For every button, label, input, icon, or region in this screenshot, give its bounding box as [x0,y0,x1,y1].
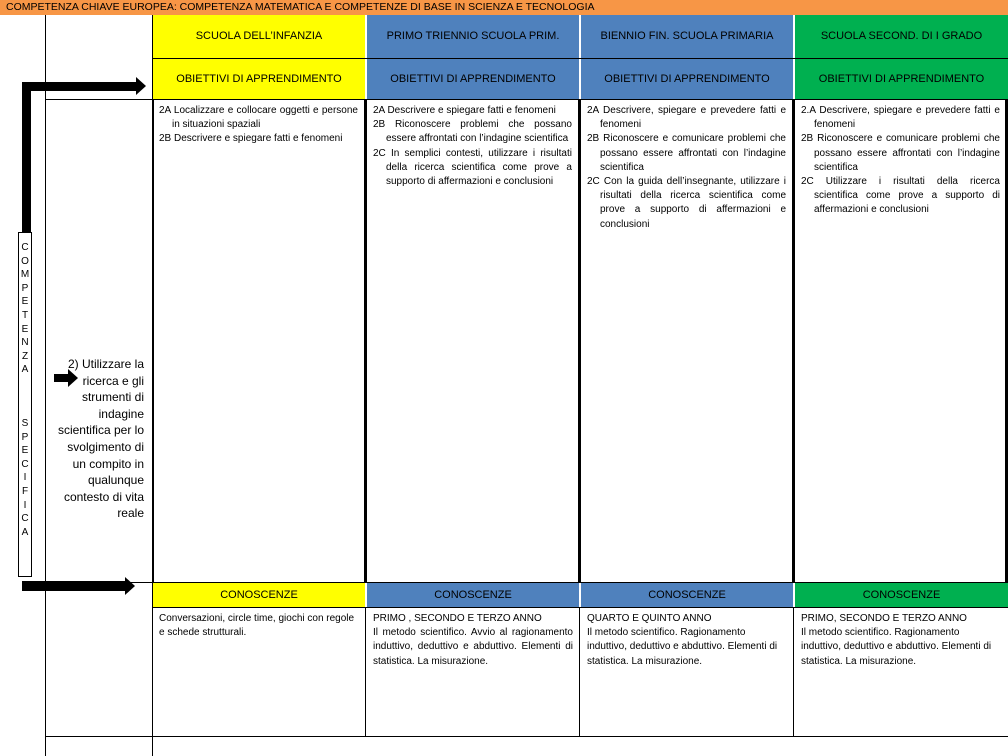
vertical-letter: Z [21,350,29,362]
col1-knowledge [159,612,359,732]
vertical-letter: N [21,337,29,349]
objective-item: 2B Descrivere e spiegare fatti e fenomeni [159,133,343,145]
col1-knowledge-header: CONOSCENZE [153,583,365,607]
vertical-letter: I [23,499,27,511]
objective-item: 2.A Descrivere, spiegare e prevedere fatti e fenomeni [801,105,1000,131]
knowledge-title: PRIMO , SECONDO E TERZO ANNO [373,613,542,624]
col1-objectives-header: OBIETTIVI DI APPRENDIMENTO [153,59,365,99]
arrow-head-icon [136,77,146,95]
vertical-letter: C [21,242,29,253]
col3-knowledge [587,612,787,732]
knowledge-text: Conversazioni, circle time, giochi con regole e schede strutturali. [159,613,355,639]
knowledge-text: Il metodo scientifico. Ragionamento induttivo, deduttivo e abduttivo. Elementi di statistica. La misurazione. [801,627,992,667]
knowledge-text: Il metodo scientifico. Avvio al ragionamento induttivo, deduttivo e abduttivo. Elementi di statistica. La misurazione. [373,627,573,667]
grid-line-kn2 [579,607,580,736]
objective-item: 2A Descrivere e spiegare fatti e fenomeni [373,105,556,116]
vertical-letter: P [21,282,29,294]
vertical-letter: A [21,364,29,376]
vertical-letter: C [21,458,29,470]
objective-item: 2B Riconoscere e comunicare problemi che possano essere affrontati con l’indagine scientifica [801,133,1000,173]
objective-item: 2A Localizzare e collocare oggetti e persone in situazioni spaziali [159,105,358,131]
col3-right-border [792,100,795,582]
grid-line-h5 [45,736,1008,737]
vertical-letter: T [21,309,29,321]
objective-item: 2A Descrivere, spiegare e prevedere fatti e fenomeni [587,105,786,131]
col1-left-border [152,100,154,582]
col2-title: PRIMO TRIENNIO SCUOLA PRIM. [367,15,579,58]
vertical-letter: S [21,417,29,429]
objective-item: 2C Con la guida dell’insegnante, utilizzare i risultati della ricerca scientifica come prove a supporto di affermazioni e conclusioni [587,176,786,230]
objective-item: 2C In semplici contesti, utilizzare i risultati della ricerca scientifica come prove a supporto di affermazioni e conclusioni [373,147,572,188]
vertical-letter: F [21,485,29,497]
grid-line-left [45,15,46,756]
col2-objectives [373,104,572,244]
grid-line-h4 [152,607,1008,608]
arrow-head-icon [125,577,135,595]
col1-right-border [364,100,367,582]
objective-item: 2C Utilizzare i risultati della ricerca scientifica come prove a supporto di affermazioni e conclusioni [801,176,1000,216]
col1-objectives [159,104,358,244]
col4-title: SCUOLA SECOND. DI I GRADO [795,15,1008,58]
col2-objectives-header: OBIETTIVI DI APPRENDIMENTO [367,59,579,99]
knowledge-title: PRIMO, SECONDO E TERZO ANNO [801,613,967,624]
vertical-letter: E [21,445,29,457]
knowledge-title: QUARTO E QUINTO ANNO [587,613,712,624]
col1-title: SCUOLA DELL’INFANZIA [153,15,365,58]
vertical-letter: C [21,513,29,525]
competence-label: 2) Utilizzare la ricerca e gli strumenti di indagine scientifica per lo svolgimento di un compito in qualunque contesto di vita reale [57,357,144,521]
col2-knowledge-header: CONOSCENZE [367,583,579,607]
connector-bottom-bar [22,581,125,591]
vertical-label-competenza-specifica [18,232,32,577]
col4-objectives-header: OBIETTIVI DI APPRENDIMENTO [795,59,1008,99]
grid-line-kn3 [793,607,794,736]
vertical-letter: A [21,526,29,538]
vertical-letter: O [21,255,29,267]
vertical-letter: E [21,323,29,335]
col3-objectives-header: OBIETTIVI DI APPRENDIMENTO [581,59,793,99]
col3-title: BIENNIO FIN. SCUOLA PRIMARIA [581,15,793,58]
grid-line-kn1 [365,607,366,736]
vertical-letter: E [21,296,29,308]
col4-knowledge [801,612,1001,732]
col3-objectives [587,104,786,244]
col3-knowledge-header: CONOSCENZE [581,583,793,607]
vertical-letter: M [20,269,30,281]
knowledge-text: Il metodo scientifico. Ragionamento induttivo, deduttivo e abduttivo. Elementi di statistica. La misurazione. [587,627,778,667]
objective-item: 2B Riconoscere problemi che possano essere affrontati con l’indagine scientifica [373,119,572,145]
vertical-letter: I [23,472,27,484]
objective-item: 2B Riconoscere e comunicare problemi che possano essere affrontati con l’indagine scientifica [587,133,786,173]
col4-objectives [801,104,1000,244]
page-title-banner: COMPETENZA CHIAVE EUROPEA: COMPETENZA MATEMATICA E COMPETENZE DI BASE IN SCIENZA E TECNOLOGIA [0,0,1008,15]
col2-knowledge [373,612,573,732]
col2-right-border [578,100,581,582]
col4-knowledge-header: CONOSCENZE [795,583,1008,607]
grid-line-h2 [45,99,1008,100]
connector-vertical-bar [22,82,31,237]
connector-top-bar [22,82,136,91]
vertical-letter: P [21,431,29,443]
